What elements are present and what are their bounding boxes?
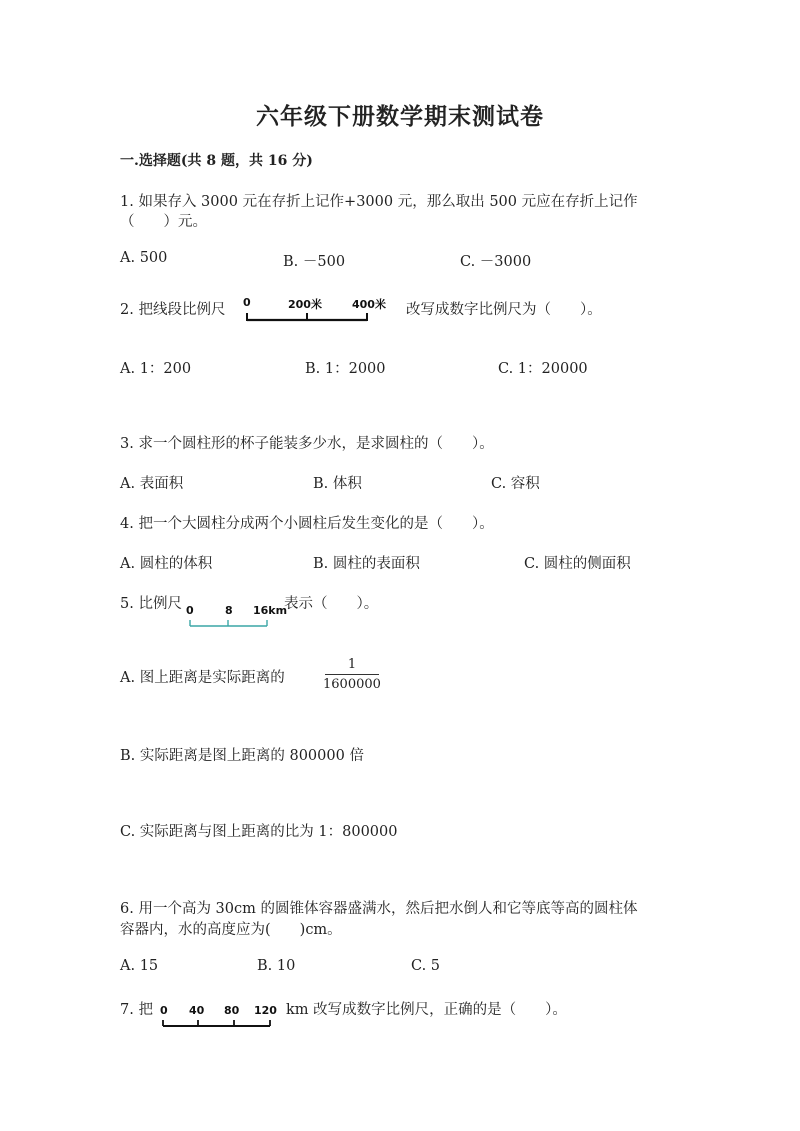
scale-label: 80 xyxy=(224,1004,240,1017)
question-5-prefix: 5. 比例尺 xyxy=(120,596,182,612)
question-4-option-c: C. 圆柱的侧面积 xyxy=(524,556,631,572)
scale-line xyxy=(240,310,372,324)
question-3-option-a: A. 表面积 xyxy=(120,476,184,492)
question-6-option-b: B. 10 xyxy=(257,958,296,974)
scale-label: 200米 xyxy=(288,298,322,311)
page-title: 六年级下册数学期末测试卷 xyxy=(256,103,544,130)
question-7-scale-bar xyxy=(158,1004,282,1030)
scale-label: 120 xyxy=(254,1004,277,1017)
scale-label: 16km xyxy=(253,604,288,617)
scale-line xyxy=(158,1016,282,1030)
scale-line xyxy=(186,616,276,630)
question-3-text: 3. 求一个圆柱形的杯子能装多少水，是求圆柱的（ ）。 xyxy=(120,436,494,452)
question-5-suffix: 表示（ ）。 xyxy=(284,596,379,612)
question-1-option-a: A. 500 xyxy=(120,250,168,266)
question-5-scale-bar xyxy=(186,604,286,630)
question-2-suffix: 改写成数字比例尺为（ ）。 xyxy=(406,302,602,318)
question-1-option-b: B. －500 xyxy=(283,254,346,270)
fraction-bar xyxy=(325,674,379,675)
scale-label: 0 xyxy=(160,1004,168,1017)
scale-label: 40 xyxy=(189,1004,205,1017)
question-6-line-2: 容器内，水的高度应为( )cm。 xyxy=(120,922,342,938)
question-5-option-b: B. 实际距离是图上距离的 800000 倍 xyxy=(120,748,364,764)
question-6-option-c: C. 5 xyxy=(411,958,441,974)
scale-label: 400米 xyxy=(352,298,386,311)
question-5-fraction xyxy=(323,657,381,692)
question-3-option-b: B. 体积 xyxy=(313,476,362,492)
question-3-option-c: C. 容积 xyxy=(491,476,540,492)
scale-label: 0 xyxy=(186,604,194,617)
question-7-prefix: 7. 把 xyxy=(120,1002,153,1018)
question-2-option-a: A. 1：200 xyxy=(120,361,192,377)
question-2-scale-bar xyxy=(240,296,386,326)
question-5-option-c: C. 实际距离与图上距离的比为 1：800000 xyxy=(120,824,398,840)
question-1-option-c: C. －3000 xyxy=(460,254,532,270)
question-2-option-c: C. 1：20000 xyxy=(498,361,588,377)
question-2-option-b: B. 1：2000 xyxy=(305,361,386,377)
question-4-text: 4. 把一个大圆柱分成两个小圆柱后发生变化的是（ ）。 xyxy=(120,516,494,532)
question-1-line-2: （ ）元。 xyxy=(120,214,207,230)
question-7-suffix: km 改写成数字比例尺，正确的是（ ）。 xyxy=(286,1002,567,1018)
scale-label: 0 xyxy=(243,296,251,309)
question-1-line-1: 1. 如果存入 3000 元在存折上记作+3000 元，那么取出 500 元应在存折上记作 xyxy=(120,194,638,210)
question-4-option-b: B. 圆柱的表面积 xyxy=(313,556,420,572)
scale-label: 8 xyxy=(225,604,233,617)
question-6-line-1: 6. 用一个高为 30cm 的圆锥体容器盛满水，然后把水倒人和它等底等高的圆柱体 xyxy=(120,901,638,917)
fraction-denominator: 1600000 xyxy=(323,677,381,692)
fraction-numerator: 1 xyxy=(347,657,357,672)
question-4-option-a: A. 圆柱的体积 xyxy=(120,556,213,572)
question-6-option-a: A. 15 xyxy=(120,958,159,974)
section-heading: 一.选择题(共 8 题，共 16 分) xyxy=(120,153,313,169)
question-5-option-a: A. 图上距离是实际距离的 xyxy=(120,670,285,686)
question-2-prefix: 2. 把线段比例尺 xyxy=(120,302,226,318)
